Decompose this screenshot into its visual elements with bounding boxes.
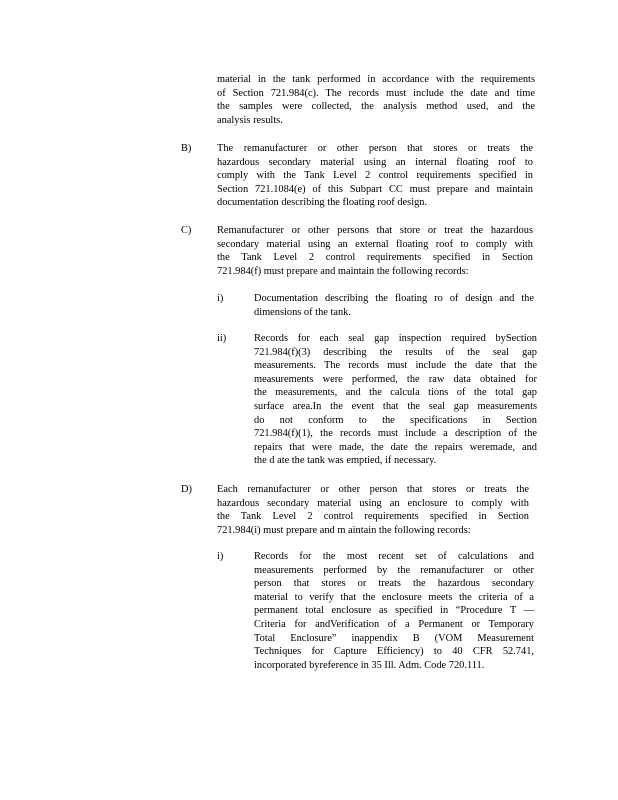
text-line: incorporated byreference in 35 Ill. Adm. Code 720.111. [254,659,485,671]
text-line: hazardous secondary material using an internal floating roof to [217,156,533,168]
item-c-paragraph [217,224,533,278]
text-line: material to verify that the enclosure meets the criteria of a [254,591,534,603]
item-d-label: D) [181,484,192,495]
text-line: 721.984(f)(1), the records must include a description of the [254,428,537,440]
text-line: measurements were performed, the raw data obtained for [254,373,537,385]
text-line: Section 721.1084(e) of this Subpart CC must prepare and maintain [217,183,533,195]
text-line: hazardous secondary material using an enclosure to comply with [217,497,529,509]
text-line: the d ate the tank was emptied, if necessary. [254,455,437,467]
text-line: The remanufacturer or other person that stores or treats the [217,143,533,154]
text-line: surface area.In the event that the seal gap measurements [254,400,537,412]
item-b-paragraph [217,142,533,210]
text-line: 721.984(f) must prepare and maintain the following records: [217,265,469,277]
text-line: secondary material using an external floating roof to comply with [217,238,533,250]
text-line: do not conform to the specifications in Section [254,414,537,426]
text-line: repairs that were made, the date the repairs weremade, and [254,441,537,453]
text-line: person that stores or treats the hazardous secondary [254,578,534,590]
text-line: Each remanufacturer or other person that stores or treats the [217,484,529,495]
item-c-label: C) [181,225,192,236]
text-line: Records for each seal gap inspection required bySection [254,333,537,344]
text-line: the measurements, and the calcula tions of the total gap [254,387,537,399]
text-line: the Tank Level 2 control requirements specified in Section [217,252,533,264]
text-line: 721.984(f)(3) describing the results of the seal gap [254,346,537,358]
text-line: Remanufacturer or other persons that store or treat the hazardous [217,225,533,236]
text-line: comply with the Tank Level 2 control requirements specified in [217,170,533,182]
item-d-sub-i-label: i) [217,551,224,562]
text-line: material in the tank performed in accordance with the requirements [217,74,535,85]
item-c-sub-ii-paragraph [254,332,537,468]
text-line: dimensions of the tank. [254,306,351,318]
text-line: Criteria for andVerification of a Permanent or Temporary [254,618,534,630]
item-b-label: B) [181,143,192,154]
intro-paragraph [217,73,535,127]
text-line: Documentation describing the floating ro of design and the [254,293,534,304]
item-d-paragraph [217,483,529,537]
item-c-sub-i-label: i) [217,293,224,304]
text-line: permanent total enclosure as specified in “Procedure T — [254,605,534,617]
text-line: the Tank Level 2 control requirements specified in Section [217,511,529,523]
text-line: documentation describing the floating roof design. [217,197,428,209]
text-line: Techniques for Capture Efficiency) to 40 CFR 52.741, [254,646,534,658]
text-line: 721.984(i) must prepare and m aintain the following records: [217,524,471,536]
text-line: analysis results. [217,114,283,126]
item-c-sub-ii-label: ii) [217,333,227,344]
item-d-sub-i-paragraph [254,550,534,672]
text-line: measurements. The records must include the date that the [254,360,537,372]
text-line: of Section 721.984(c). The records must include the date and time [217,87,535,99]
text-line: Records for the most recent set of calculations and [254,551,534,562]
text-line: Total Enclosure” inappendix B (VOM Measurement [254,632,534,644]
text-line: the samples were collected, the analysis method used, and the [217,101,535,113]
text-line: measurements performed by the remanufacturer or other [254,564,534,576]
item-c-sub-i-paragraph [254,292,534,319]
